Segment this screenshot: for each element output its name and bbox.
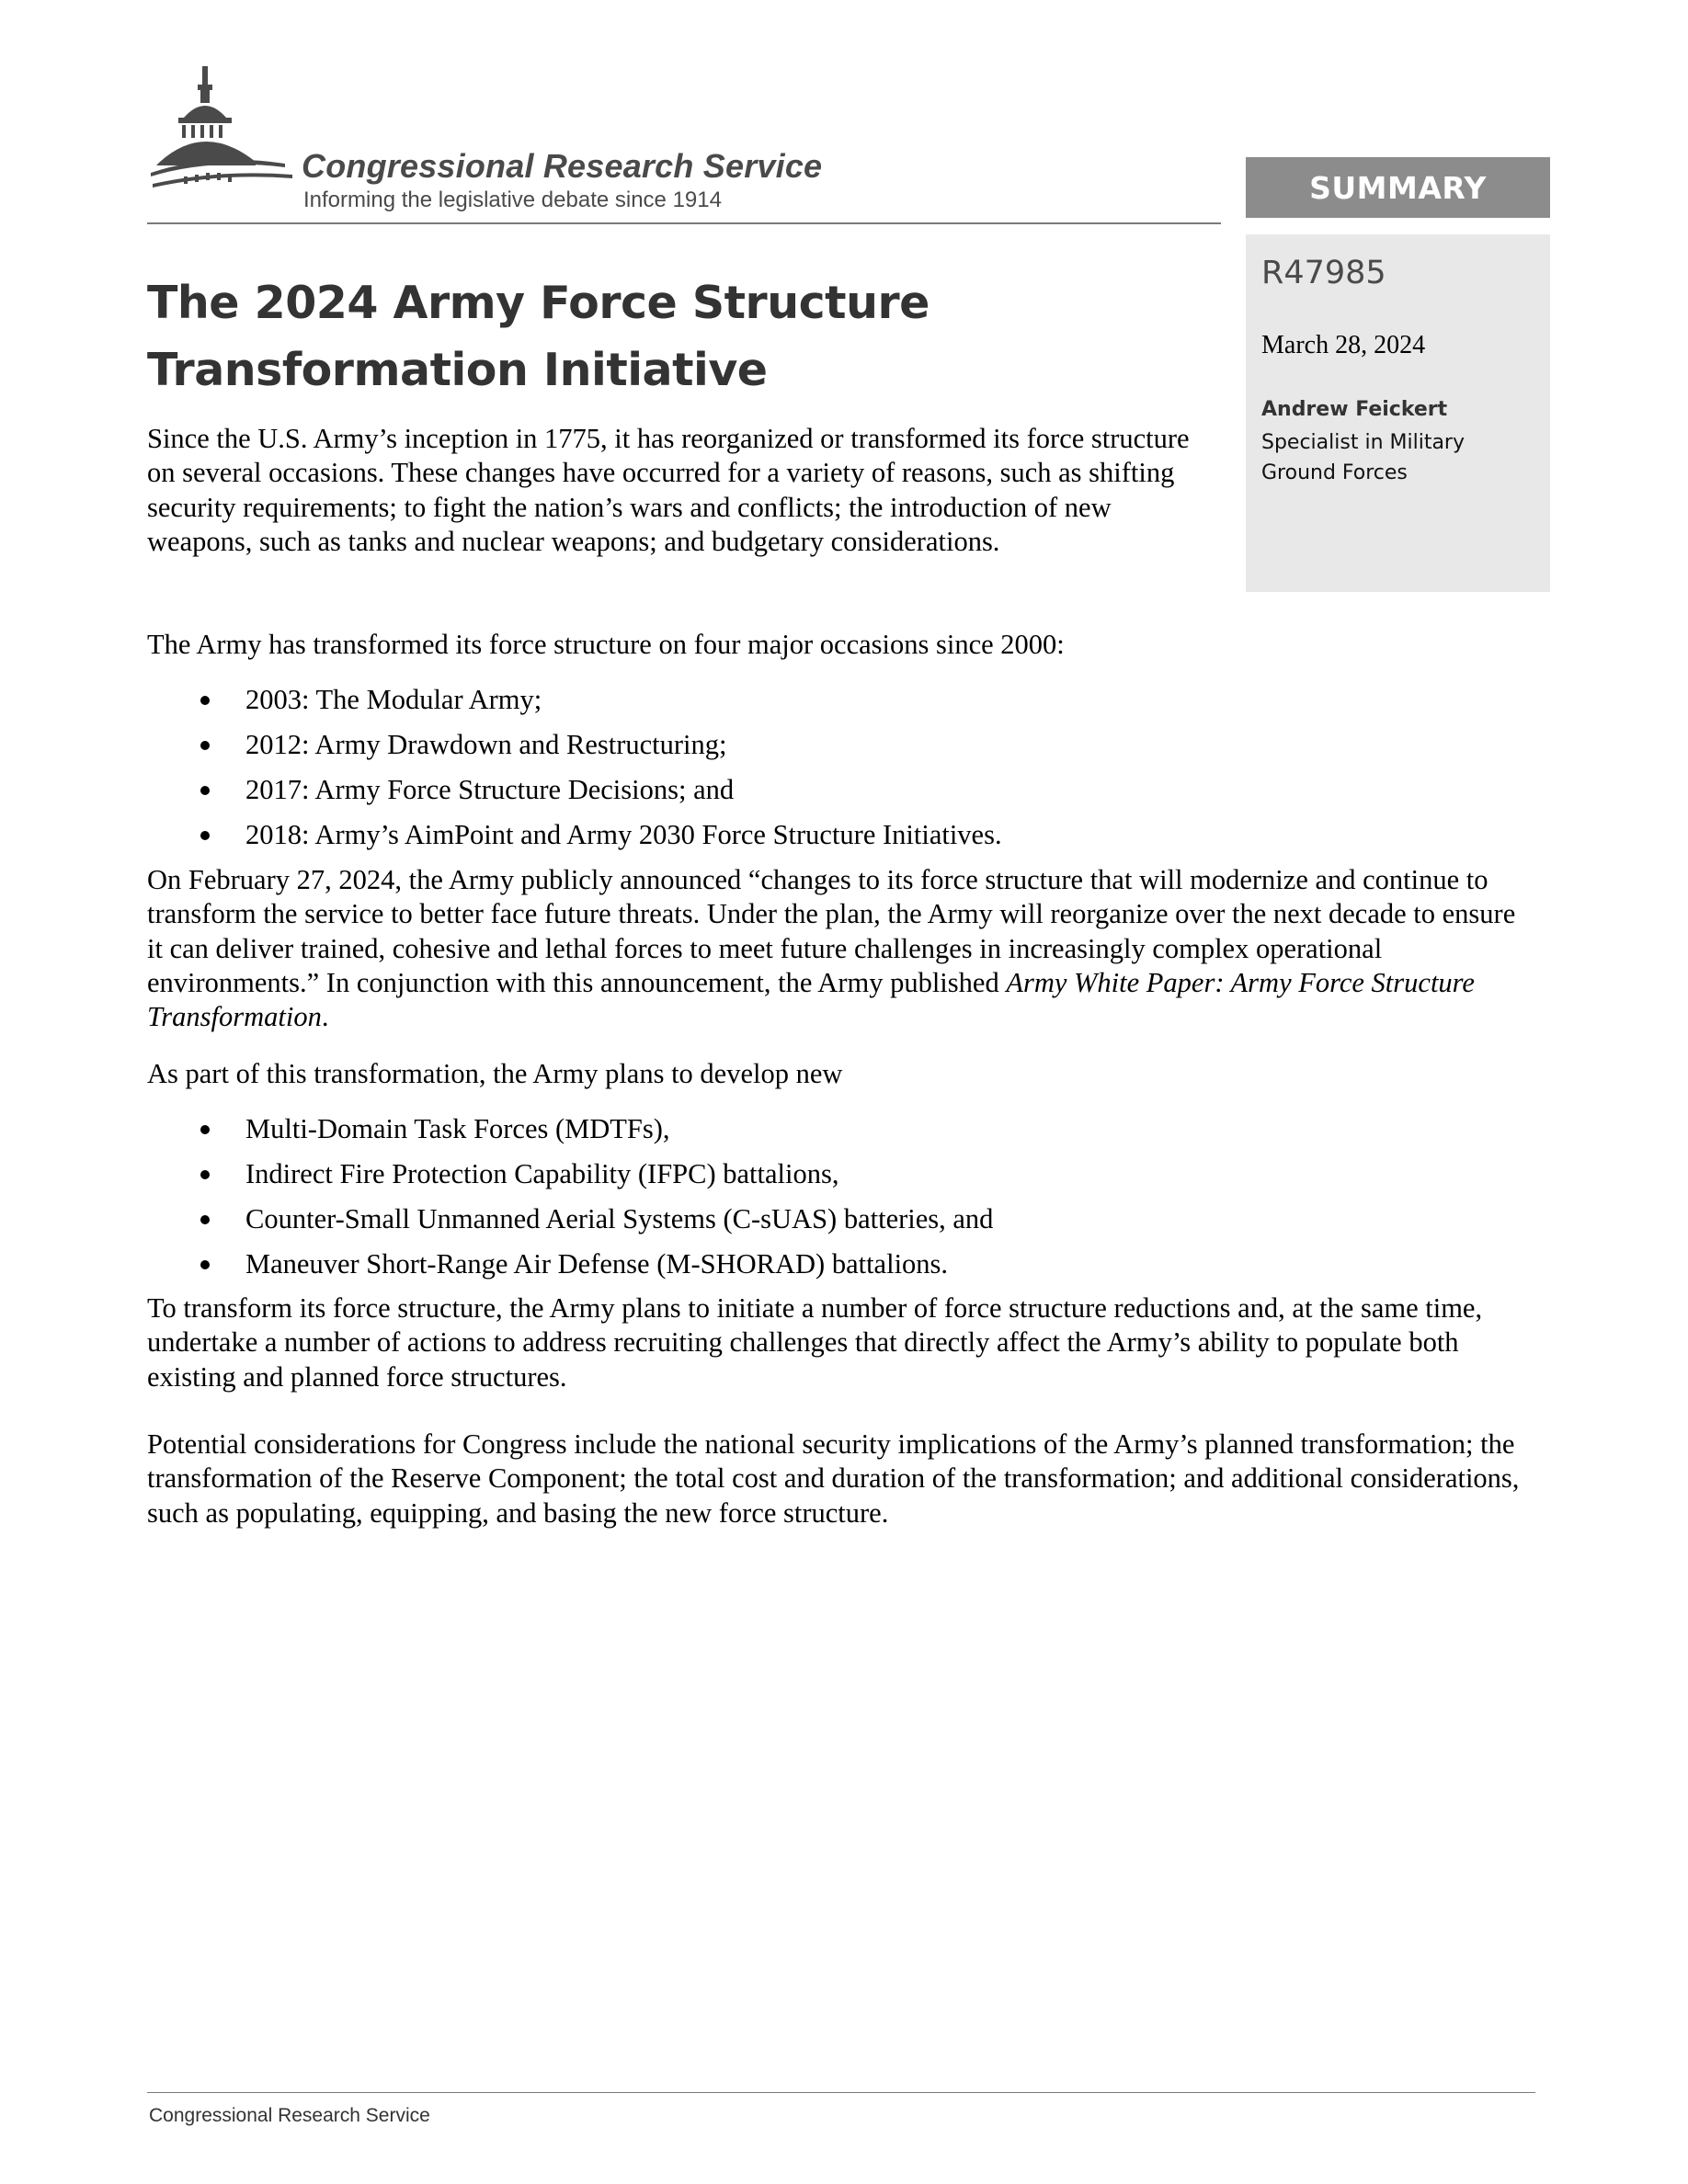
list-item: Indirect Fire Protection Capability (IFPC) battalions, — [147, 1152, 1526, 1197]
announcement-paragraph: On February 27, 2024, the Army publicly announced “changes to its force structure that will modernize and continue to transform the service to better face future threats. Under the plan, the Army will reorganize over the next decade to ensure it can deliver trained, cohesive and lethal forces to meet future challenges in increasingly complex operational environments.” In conjunction with this announcement, the Army published Army White Paper: Army Force Structure Transformation. — [147, 864, 1516, 1033]
author-name: Andrew Feickert — [1261, 398, 1448, 421]
intro-paragraph: Since the U.S. Army’s inception in 1775, it has reorganized or transformed its force structure on several occasions. These changes have occurred for a variety of reasons, such as shifting security requirements; to fight the nation’s wars and conflicts; the introduction of new weapons, such as tanks and nuclear weapons; and budgetary considerations. — [147, 423, 1190, 557]
header-divider — [147, 222, 1221, 224]
list-item: 2012: Army Drawdown and Restructuring; — [147, 722, 1526, 768]
summary-panel — [1246, 234, 1550, 592]
list-item: Counter-Small Unmanned Aerial Systems (C-sUAS) batteries, and — [147, 1197, 1526, 1242]
org-tagline: Informing the legislative debate since 1914 — [303, 188, 722, 212]
list-intro: As part of this transformation, the Army plans to develop new — [147, 1058, 843, 1089]
capitol-dome-icon — [147, 61, 294, 222]
author-title: Specialist in Military Ground Forces — [1261, 431, 1465, 484]
considerations-paragraph: Potential considerations for Congress include the national security implications of the Army’s planned transformation; the transformation of the Reserve Component; the total cost and duration of the transformation; and additional considerations, such as populating, equipping, and basing the new force structure. — [147, 1428, 1520, 1529]
bullet-icon — [200, 696, 210, 705]
bullet-icon — [200, 1260, 210, 1269]
bullet-icon — [200, 1170, 210, 1179]
bullet-icon — [200, 831, 210, 840]
list-item: 2003: The Modular Army; — [147, 677, 1526, 722]
summary-tab: SUMMARY — [1246, 157, 1550, 218]
list-item: 2018: Army’s AimPoint and Army 2030 Force Structure Initiatives. — [147, 813, 1526, 858]
bullet-icon — [200, 741, 210, 750]
report-date: March 28, 2024 — [1261, 331, 1426, 359]
list-item: 2017: Army Force Structure Decisions; and — [147, 768, 1526, 813]
report-number: R47985 — [1261, 255, 1386, 291]
white-paper-title: Army White Paper: Army Force Structure Transformation — [147, 966, 1475, 1033]
transform-history-paragraph: The Army has transformed its force structure on four major occasions since 2000: — [147, 629, 1065, 660]
footer-org-name: Congressional Research Service — [149, 2105, 430, 2126]
list-item: Multi-Domain Task Forces (MDTFs), — [147, 1107, 1526, 1152]
reductions-paragraph: To transform its force structure, the Army plans to initiate a number of force structure reductions and, at the same time, undertake a number of actions to address recruiting challenges that directly affect the Army’s ability to populate both existing and planned force structures. — [147, 1292, 1483, 1393]
org-name: Congressional Research Service — [302, 147, 823, 185]
bullet-icon — [200, 1215, 210, 1224]
crs-logo — [147, 61, 846, 222]
list-item: Maneuver Short-Range Air Defense (M-SHORAD) battalions. — [147, 1242, 1526, 1287]
document-title: The 2024 Army Force Structure Transformation Initiative — [147, 277, 930, 396]
bullet-icon — [200, 786, 210, 795]
new-units-list — [147, 1107, 1526, 1287]
bullet-icon — [200, 1125, 210, 1134]
footer-divider — [147, 2092, 1535, 2093]
transformation-history-list — [147, 677, 1526, 858]
